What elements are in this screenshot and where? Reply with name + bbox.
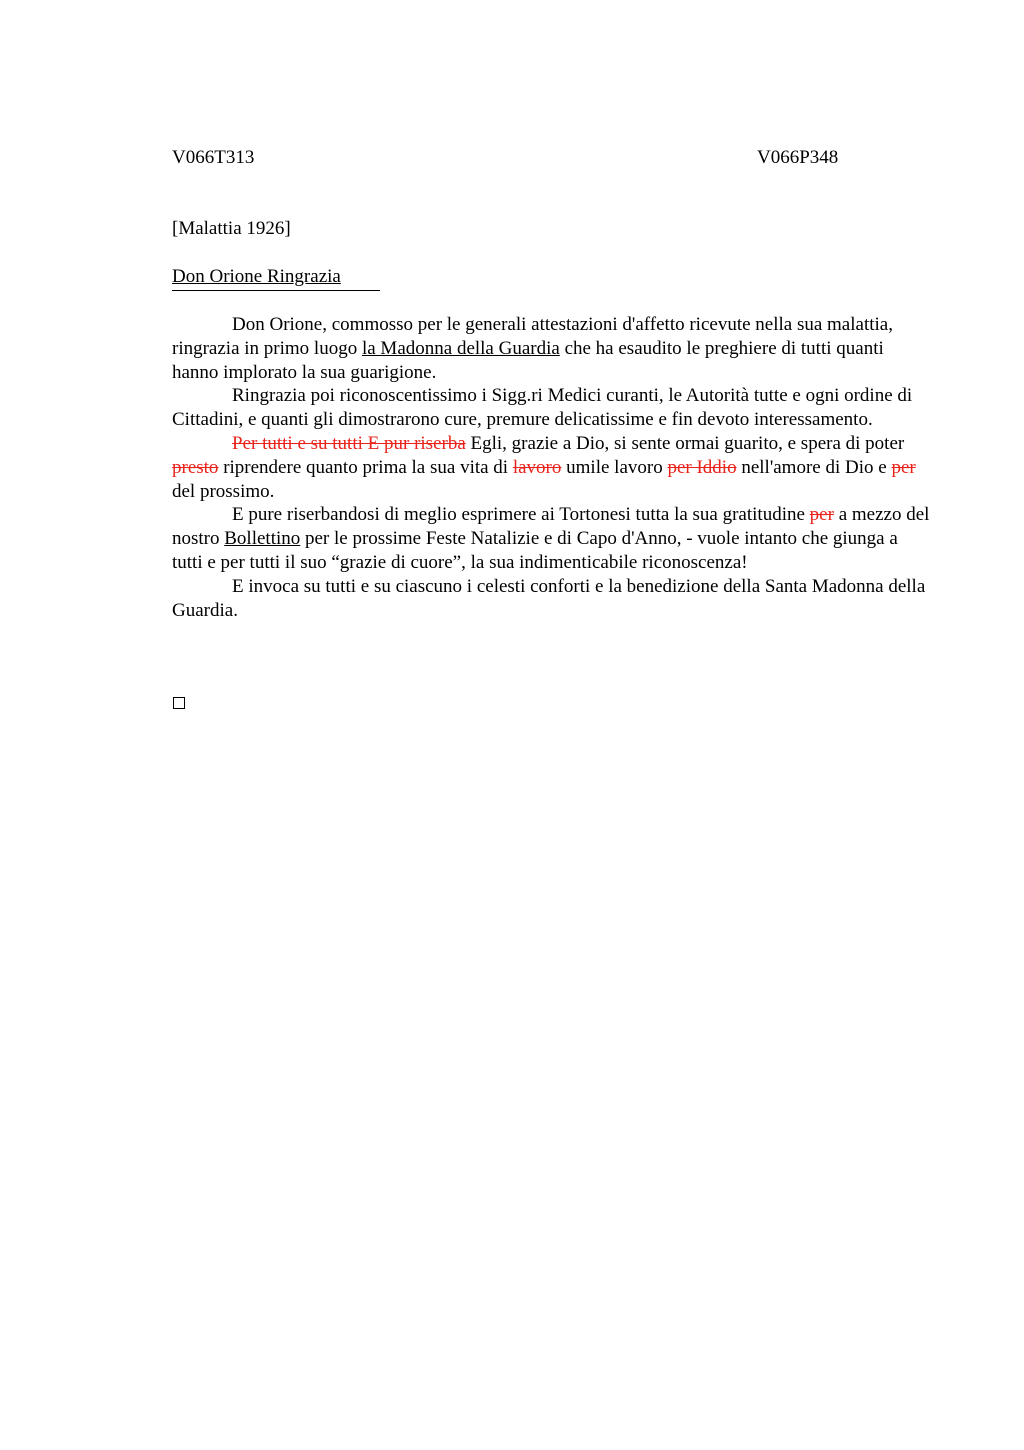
p3-text-b: riprendere quanto prima la sua vita di bbox=[218, 456, 513, 478]
document-body bbox=[172, 313, 932, 622]
square-box-icon bbox=[173, 697, 185, 709]
p3-text-e: nell'amore di Dio e bbox=[736, 456, 892, 478]
p2-text-a: Ringrazia poi riconoscentissimo i Sigg.ri Medici curanti, le Autorità tutte e ogni ordine di Cittadini, e quanti gli dimostrarono cure, premure delicatissime e fin devoto interessamento. bbox=[172, 385, 913, 431]
p3-deleted-3: lavoro bbox=[512, 456, 562, 478]
document-heading: Don Orione Ringrazia bbox=[172, 265, 380, 291]
p3-deleted-5: per bbox=[891, 456, 916, 478]
paragraph-4 bbox=[172, 503, 932, 574]
header-left-code: V066T313 bbox=[172, 147, 255, 168]
p3-deleted-2: presto bbox=[172, 456, 219, 478]
paragraph-5 bbox=[172, 575, 932, 623]
p1-text-b: che ha esaudito le preghiere di tutti quanti hanno implorato la sua guarigione. bbox=[172, 337, 884, 383]
paragraph-1 bbox=[172, 313, 932, 384]
p4-underlined-bollettino: Bollettino bbox=[224, 528, 301, 550]
bracket-title: [Malattia 1926] bbox=[172, 218, 291, 239]
p4-text-c: per le prossime Feste Natalizie e di Capo d'Anno, - vuole intanto che giunga a tutti e per tutti il suo “grazie di cuore”, la sua indimenticabile riconoscenza! bbox=[172, 528, 898, 573]
header-right-code: V066P348 bbox=[757, 147, 839, 168]
p4-deleted-1: per bbox=[809, 504, 834, 526]
p1-underlined-madonna: la Madonna della Guardia bbox=[361, 337, 560, 359]
paragraph-3 bbox=[172, 432, 932, 503]
p3-text-c: umile lavoro bbox=[561, 456, 668, 478]
p3-deleted-4: per Iddio bbox=[667, 456, 737, 478]
p3-deleted-1: Per tutti e su tutti E pur riserba bbox=[232, 432, 466, 454]
p5-text-a: E invoca su tutti e su ciascuno i celesti conforti e la benedizione della Santa Madonna della Guardia. bbox=[172, 575, 926, 621]
p3-text-a: Egli, grazie a Dio, si sente ormai guarito, e spera di poter bbox=[465, 432, 905, 454]
p3-text-f: del prossimo. bbox=[172, 480, 275, 502]
p1-text-a: Don Orione, commosso per le generali attestazioni d'affetto ricevute nella sua malattia, ringrazia in primo luogo bbox=[172, 314, 893, 359]
paragraph-2 bbox=[172, 384, 932, 432]
p4-text-a: E pure riserbandosi di meglio esprimere ai Tortonesi tutta la sua gratitudine bbox=[232, 504, 810, 526]
p4-text-b: a mezzo del nostro bbox=[172, 504, 930, 550]
